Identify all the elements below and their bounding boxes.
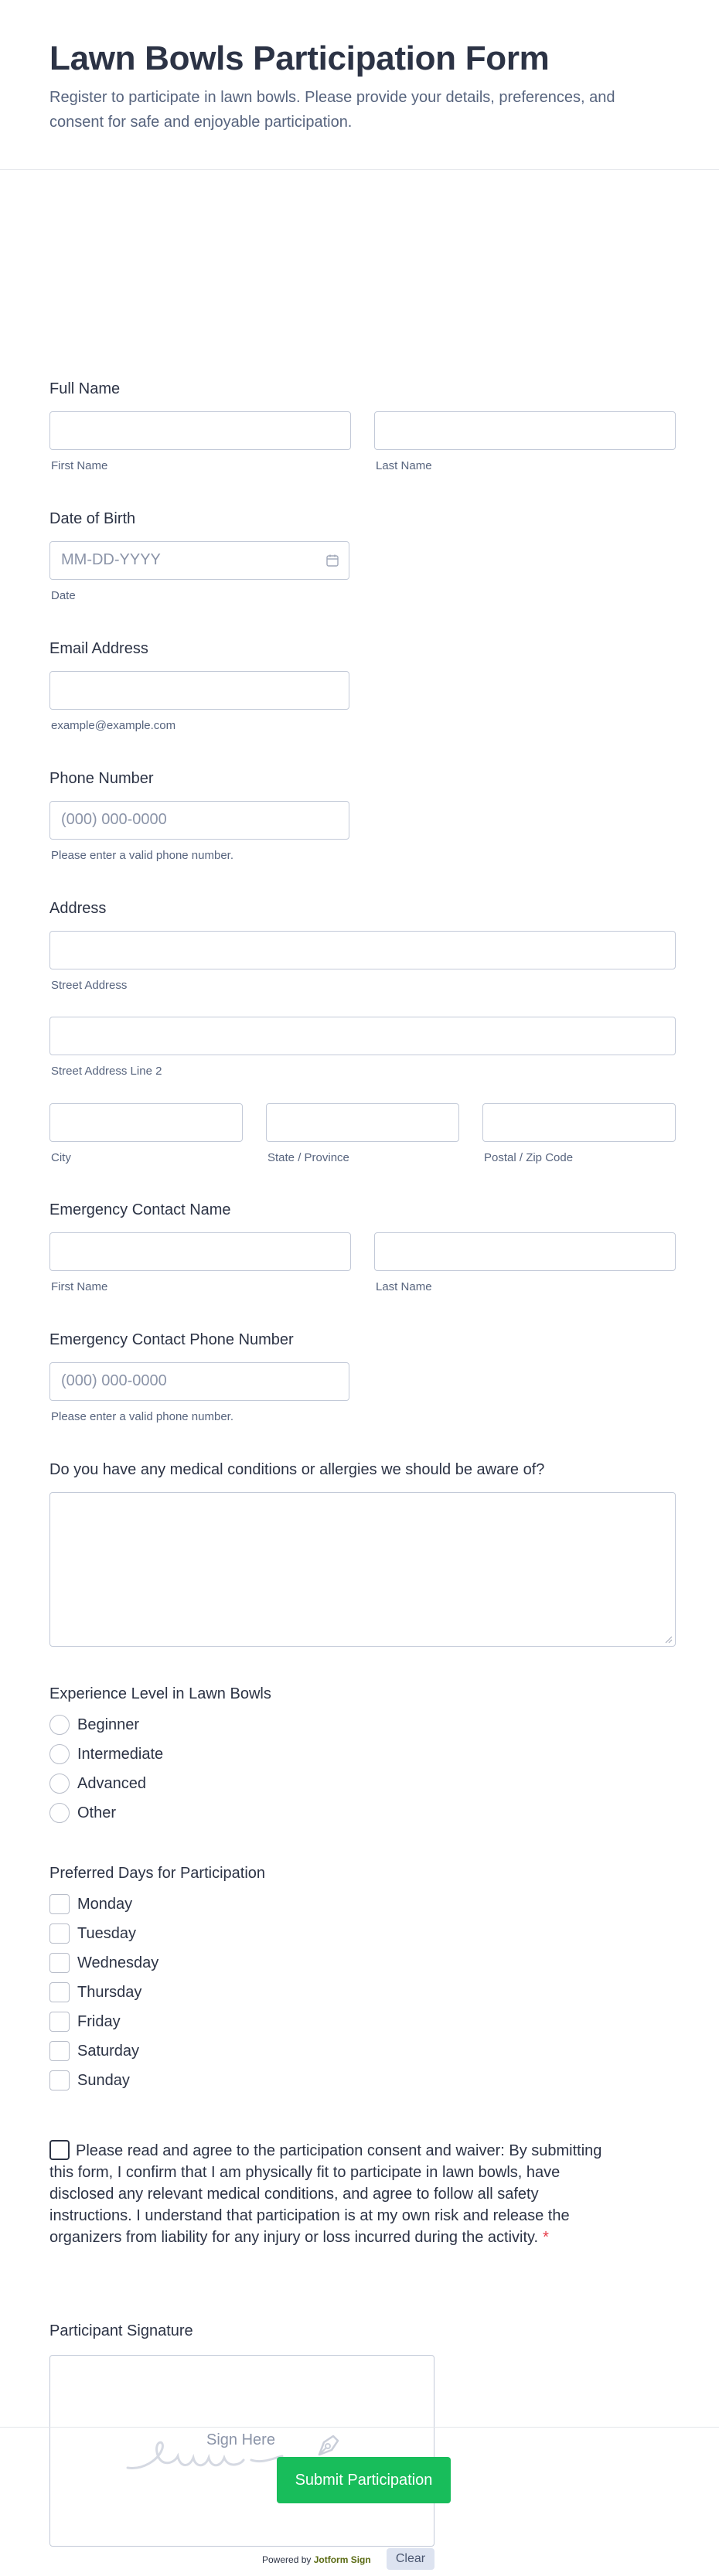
form-header <box>0 0 719 170</box>
email-field <box>49 639 676 739</box>
experience-option[interactable] <box>49 1801 116 1825</box>
dob-placeholder: MM-DD-YYYY <box>61 551 161 568</box>
last-name-input[interactable] <box>374 411 676 450</box>
signature-label: Participant Signature <box>49 2322 193 2339</box>
zip-sublabel: Postal / Zip Code <box>484 1151 574 1164</box>
day-option-label: Monday <box>77 1895 133 1913</box>
experience-option[interactable] <box>49 1772 146 1795</box>
days-label: Preferred Days for Participation <box>49 1865 266 1882</box>
checkbox[interactable] <box>49 2041 70 2061</box>
email-label: Email Address <box>49 640 148 657</box>
sign-here-placeholder: Sign Here <box>206 2431 275 2448</box>
checkbox[interactable] <box>49 1894 70 1914</box>
day-option-label: Saturday <box>77 2042 140 2060</box>
day-option-label: Wednesday <box>77 1954 159 1971</box>
address-label: Address <box>49 900 107 917</box>
emergency-first-sublabel: First Name <box>51 1280 108 1293</box>
full-name-label: Full Name <box>49 380 121 397</box>
day-option[interactable] <box>49 1981 141 2004</box>
resize-handle-icon[interactable] <box>664 1635 672 1643</box>
consent-field <box>49 2140 606 2248</box>
checkbox[interactable] <box>49 1923 70 1944</box>
radio-button[interactable] <box>49 1774 70 1794</box>
experience-option-label: Beginner <box>77 1716 140 1733</box>
zip-input[interactable] <box>482 1103 676 1142</box>
emergency-name-field <box>49 1200 676 1300</box>
consent-checkbox[interactable] <box>49 2140 70 2160</box>
day-option[interactable] <box>49 1893 132 1916</box>
experience-option-label: Intermediate <box>77 1745 164 1763</box>
first-name-sublabel: First Name <box>51 459 108 472</box>
day-option[interactable] <box>49 1951 158 1975</box>
experience-option[interactable] <box>49 1713 139 1736</box>
full-name-field <box>49 379 676 479</box>
phone-placeholder: (000) 000-0000 <box>61 811 167 828</box>
day-option-label: Tuesday <box>77 1924 136 1942</box>
last-name-sublabel: Last Name <box>376 459 432 472</box>
powered-by <box>262 2554 371 2565</box>
experience-field <box>49 1684 676 1831</box>
phone-sublabel: Please enter a valid phone number. <box>51 849 233 862</box>
street-address-sublabel: Street Address <box>51 979 128 992</box>
dob-label: Date of Birth <box>49 510 136 527</box>
state-sublabel: State / Province <box>267 1151 349 1164</box>
jotform-sign-brand: Jotform Sign <box>313 2554 371 2565</box>
checkbox[interactable] <box>49 1982 70 2002</box>
dob-field <box>49 509 676 609</box>
day-option[interactable] <box>49 1922 136 1945</box>
emergency-phone-field <box>49 1330 676 1430</box>
day-option[interactable] <box>49 2069 130 2092</box>
email-input[interactable] <box>49 671 349 710</box>
experience-label: Experience Level in Lawn Bowls <box>49 1685 271 1702</box>
form-footer <box>0 2427 719 2542</box>
dob-sublabel: Date <box>51 589 76 602</box>
form-subtitle: Register to participate in lawn bowls. Please provide your details, preferences, and consent for safe and enjoyable participation. <box>49 89 615 131</box>
day-option[interactable] <box>49 2039 139 2063</box>
day-option-label: Thursday <box>77 1983 142 2001</box>
experience-option-label: Advanced <box>77 1774 146 1792</box>
radio-button[interactable] <box>49 1803 70 1823</box>
emergency-last-name-input[interactable] <box>374 1232 676 1271</box>
city-sublabel: City <box>51 1151 71 1164</box>
powered-by-text: Powered by <box>262 2554 312 2565</box>
state-input[interactable] <box>266 1103 459 1142</box>
email-sublabel: example@example.com <box>51 719 176 732</box>
emergency-phone-label: Emergency Contact Phone Number <box>49 1331 294 1348</box>
clear-signature-button[interactable]: Clear <box>387 2548 434 2570</box>
emergency-last-sublabel: Last Name <box>376 1280 432 1293</box>
emergency-phone-input[interactable] <box>49 1362 349 1401</box>
phone-label: Phone Number <box>49 770 154 787</box>
checkbox[interactable] <box>49 2070 70 2090</box>
address-field <box>49 898 676 1169</box>
phone-input[interactable] <box>49 801 349 840</box>
medical-label: Do you have any medical conditions or allergies we should be aware of? <box>49 1461 545 1478</box>
first-name-input[interactable] <box>49 411 351 450</box>
checkbox[interactable] <box>49 2012 70 2032</box>
radio-button[interactable] <box>49 1715 70 1735</box>
experience-option-label: Other <box>77 1804 117 1821</box>
consent-text: Please read and agree to the participation consent and waiver: By submitting this form, I confirm that I am physically fit to participate in lawn bowls, have disclosed any relevant medical conditions, and agree to follow all safety instructions. I understand that participation is at my own risk and release the organizers from liability for any injury or loss incurred during the activity. <box>49 2142 602 2246</box>
radio-button[interactable] <box>49 1744 70 1764</box>
form-title: Lawn Bowls Participation Form <box>49 39 550 77</box>
day-option-label: Friday <box>77 2012 121 2030</box>
emergency-phone-sublabel: Please enter a valid phone number. <box>51 1410 233 1423</box>
city-input[interactable] <box>49 1103 243 1142</box>
experience-option[interactable] <box>49 1743 163 1766</box>
emergency-name-label: Emergency Contact Name <box>49 1201 231 1218</box>
emergency-first-name-input[interactable] <box>49 1232 351 1271</box>
emergency-phone-placeholder: (000) 000-0000 <box>61 1372 167 1389</box>
day-option-label: Sunday <box>77 2071 130 2089</box>
street-address-2-input[interactable] <box>49 1017 676 1055</box>
checkbox[interactable] <box>49 1953 70 1973</box>
days-field <box>49 1863 676 2095</box>
medical-field <box>49 1460 676 1649</box>
street-address-input[interactable] <box>49 931 676 969</box>
day-option[interactable] <box>49 2010 121 2033</box>
dob-input[interactable] <box>49 541 349 580</box>
phone-field <box>49 768 676 869</box>
calendar-icon[interactable] <box>325 554 339 567</box>
submit-button[interactable]: Submit Participation <box>277 2457 451 2503</box>
medical-textarea[interactable] <box>49 1492 676 1647</box>
street-address-2-sublabel: Street Address Line 2 <box>51 1065 162 1078</box>
required-mark: * <box>543 2229 549 2246</box>
